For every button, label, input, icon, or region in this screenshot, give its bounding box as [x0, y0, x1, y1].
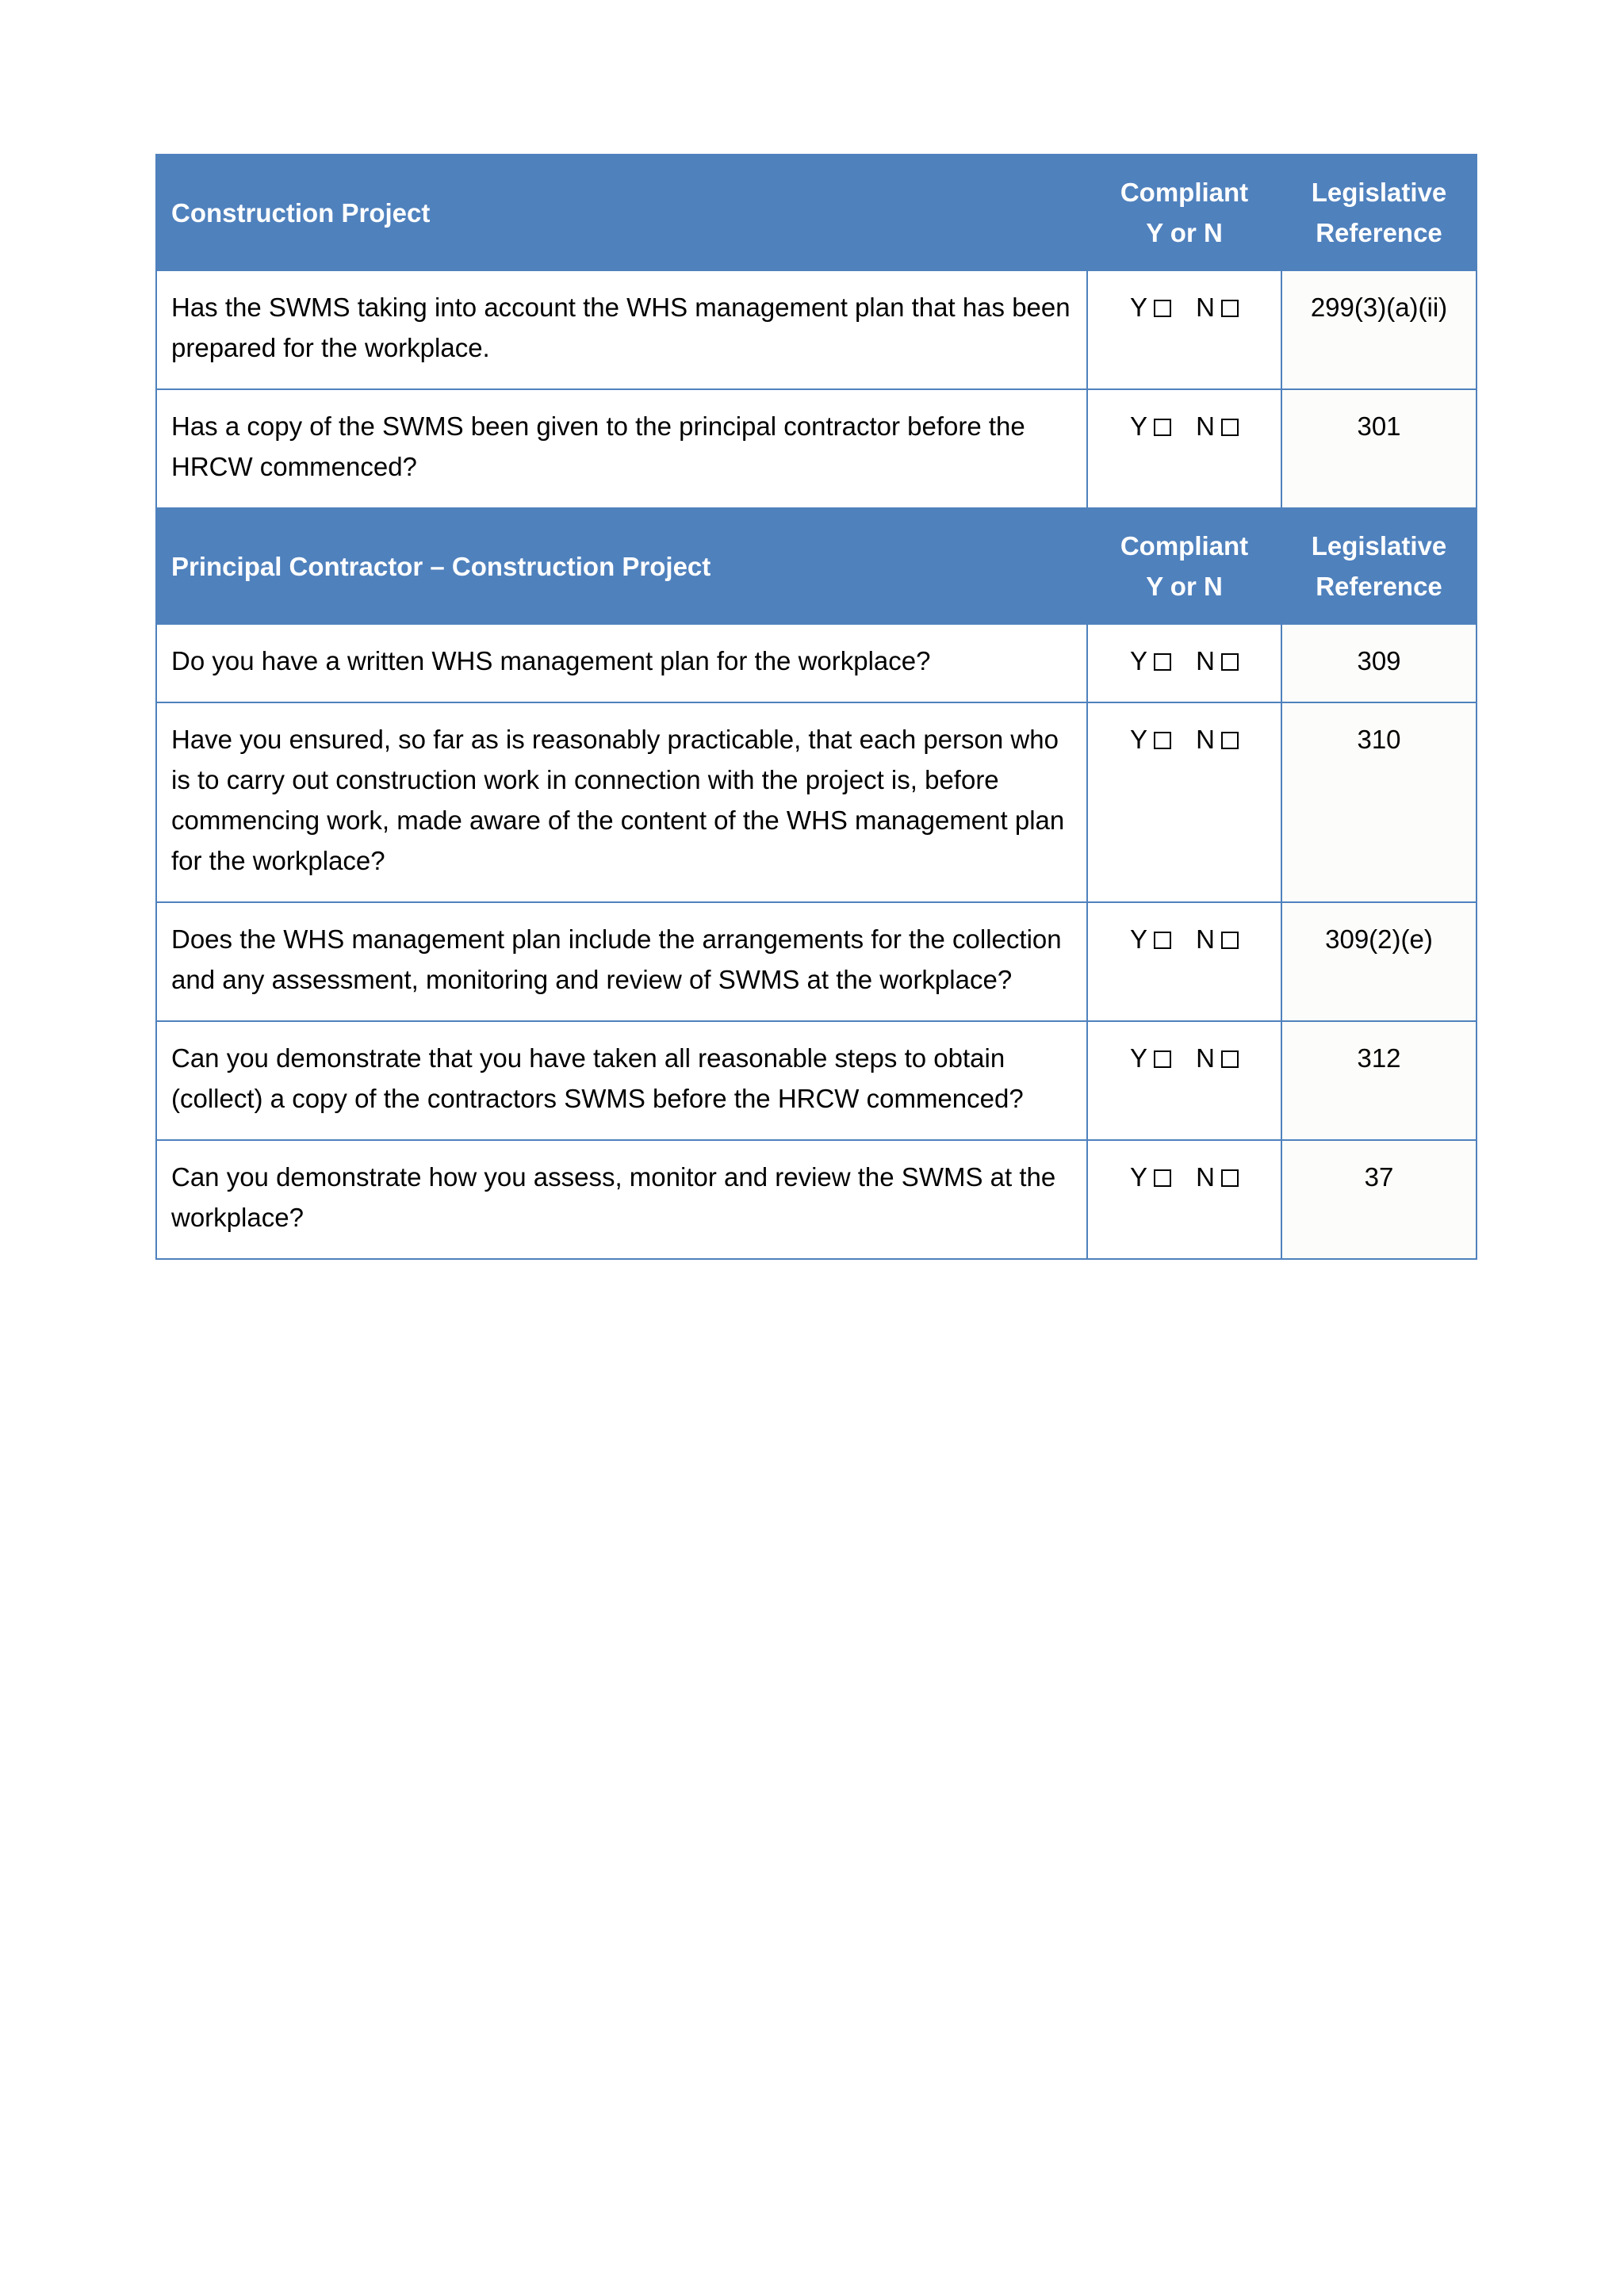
legislative-reference: 310: [1281, 702, 1477, 902]
reference-column-header: Legislative Reference: [1281, 508, 1477, 624]
question-text: Can you demonstrate how you assess, monitor and review the SWMS at the workplace?: [156, 1140, 1087, 1259]
no-option[interactable]: N: [1196, 406, 1239, 446]
yes-checkbox[interactable]: [1154, 1169, 1171, 1187]
yes-checkbox[interactable]: [1154, 1050, 1171, 1068]
yes-checkbox[interactable]: [1154, 300, 1171, 317]
no-checkbox[interactable]: [1221, 1050, 1239, 1068]
checklist-row: [156, 1021, 1477, 1140]
question-text: Has a copy of the SWMS been given to the principal contractor before the HRCW commenced?: [156, 389, 1087, 508]
no-option[interactable]: N: [1196, 287, 1239, 327]
yes-option[interactable]: Y: [1130, 287, 1171, 327]
legislative-reference: 309: [1281, 624, 1477, 702]
legislative-reference: 301: [1281, 389, 1477, 508]
no-checkbox[interactable]: [1221, 932, 1239, 949]
no-option[interactable]: N: [1196, 641, 1239, 681]
no-option[interactable]: N: [1196, 919, 1239, 959]
no-checkbox[interactable]: [1221, 300, 1239, 317]
yes-option[interactable]: Y: [1130, 719, 1171, 760]
compliance-checklist-table: [155, 154, 1477, 1260]
compliant-column-header: Compliant Y or N: [1087, 155, 1281, 270]
no-checkbox[interactable]: [1221, 732, 1239, 749]
section-header-construction-project: [156, 155, 1477, 270]
compliance-choice: [1087, 624, 1281, 702]
question-text: Does the WHS management plan include the arrangements for the collection and any assessment, monitoring and review of SWMS at the workplace?: [156, 902, 1087, 1021]
yes-option[interactable]: Y: [1130, 406, 1171, 446]
legislative-reference: 309(2)(e): [1281, 902, 1477, 1021]
yes-checkbox[interactable]: [1154, 419, 1171, 436]
compliance-choice: [1087, 902, 1281, 1021]
yes-option[interactable]: Y: [1130, 919, 1171, 959]
yes-checkbox[interactable]: [1154, 732, 1171, 749]
checklist-row: [156, 902, 1477, 1021]
checklist-row: [156, 624, 1477, 702]
question-text: Has the SWMS taking into account the WHS management plan that has been prepared for the workplace.: [156, 270, 1087, 389]
compliance-choice: [1087, 1021, 1281, 1140]
checklist-row: [156, 389, 1477, 508]
question-text: Have you ensured, so far as is reasonably practicable, that each person who is to carry out construction work in connection with the project is, before commencing work, made aware of the content of the WHS management plan for the workplace?: [156, 702, 1087, 902]
legislative-reference: 312: [1281, 1021, 1477, 1140]
section-header-principal-contractor: [156, 508, 1477, 624]
compliance-choice: [1087, 389, 1281, 508]
question-text: Do you have a written WHS management plan for the workplace?: [156, 624, 1087, 702]
yes-option[interactable]: Y: [1130, 641, 1171, 681]
yes-option[interactable]: Y: [1130, 1157, 1171, 1197]
legislative-reference: 37: [1281, 1140, 1477, 1259]
section-title: Principal Contractor – Construction Project: [156, 508, 1087, 624]
reference-column-header: Legislative Reference: [1281, 155, 1477, 270]
yes-checkbox[interactable]: [1154, 653, 1171, 671]
compliance-choice: [1087, 702, 1281, 902]
no-checkbox[interactable]: [1221, 419, 1239, 436]
yes-checkbox[interactable]: [1154, 932, 1171, 949]
yes-option[interactable]: Y: [1130, 1038, 1171, 1078]
question-text: Can you demonstrate that you have taken all reasonable steps to obtain (collect) a copy of the contractors SWMS before the HRCW commenced?: [156, 1021, 1087, 1140]
checklist-row: [156, 270, 1477, 389]
no-checkbox[interactable]: [1221, 1169, 1239, 1187]
compliant-column-header: Compliant Y or N: [1087, 508, 1281, 624]
checklist-row: [156, 1140, 1477, 1259]
compliance-choice: [1087, 1140, 1281, 1259]
checklist-row: [156, 702, 1477, 902]
legislative-reference: 299(3)(a)(ii): [1281, 270, 1477, 389]
no-option[interactable]: N: [1196, 1157, 1239, 1197]
no-option[interactable]: N: [1196, 1038, 1239, 1078]
section-title: Construction Project: [156, 155, 1087, 270]
compliance-choice: [1087, 270, 1281, 389]
no-checkbox[interactable]: [1221, 653, 1239, 671]
no-option[interactable]: N: [1196, 719, 1239, 760]
